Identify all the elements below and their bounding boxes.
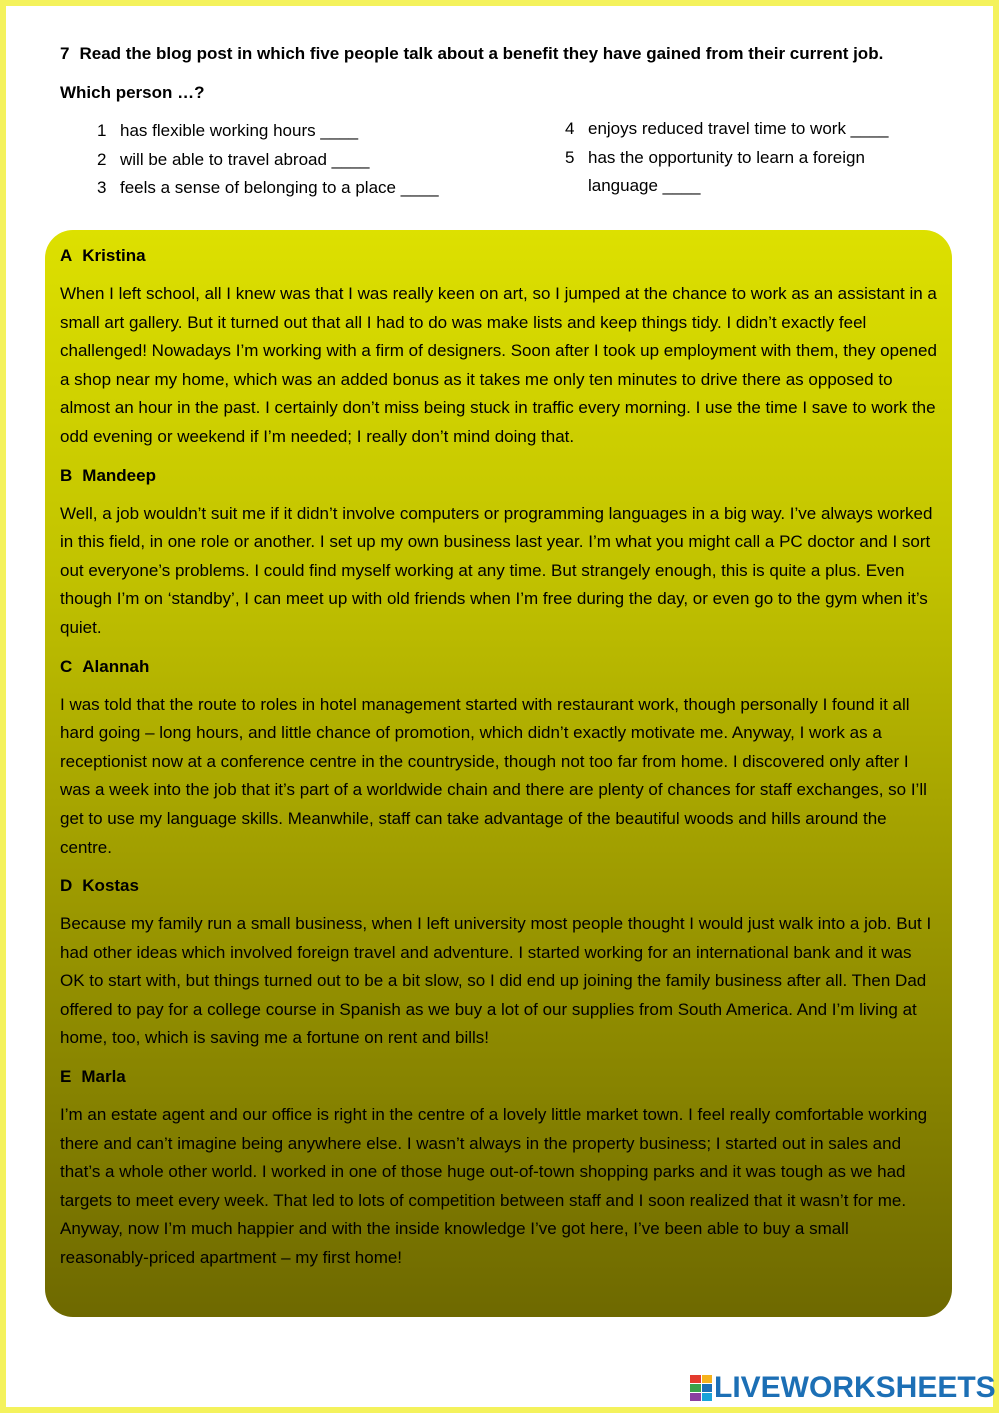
person-letter: A	[60, 246, 73, 265]
logo-text: LIVEWORKSHEETS	[714, 1371, 996, 1404]
person-text: When I left school, all I knew was that I was really keen on art, so I jumped at the chance to work as an assistant in a small art gallery. But it turned out that all I had to do was make lists and keep things tidy. I didn’t exactly feel challenged! Nowadays I’m working with a firm of designers. Soon after I took up employment with them, they opened a shop near my home, which was an added bonus as it takes me only ten minutes to drive there as opposed to almost an hour in the past. I certainly don’t miss being stuck in traffic every morning. I use the time I save to work the odd evening or weekend if I’m needed; I really don’t mind doing that.	[60, 284, 937, 446]
person-section-e	[60, 1063, 937, 1273]
person-heading	[60, 1063, 937, 1091]
question-item	[97, 117, 439, 146]
person-name: Mandeep	[82, 465, 156, 485]
question-number: 1	[97, 121, 107, 140]
person-name: Marla	[81, 1067, 126, 1087]
person-name: Alannah	[82, 656, 150, 676]
question-item	[97, 174, 439, 203]
questions-right-column	[565, 115, 945, 201]
person-section-c	[60, 653, 937, 863]
exercise-number: 7	[60, 44, 70, 63]
person-text: Because my family run a small business, when I left university most people thought I would just walk into a job. But I had other ideas which involved foreign travel and adventure. I started working for an international bank and it was OK to start with, but things turned out to be a bit slow, so I did end up joining the family business after all. Then Dad offered to pay for a college course in Spanish as we buy a lot of our supplies from South America. And I’m living at home, too, which is saving me a fortune on rent and bills!	[60, 914, 932, 1048]
person-section-b	[60, 462, 937, 643]
blog-post-panel	[45, 230, 952, 1317]
exercise-heading	[60, 44, 883, 64]
person-letter: B	[60, 465, 73, 485]
person-letter: D	[60, 876, 73, 896]
question-item	[97, 146, 439, 175]
person-heading	[60, 242, 937, 270]
person-name: Kostas	[82, 876, 139, 896]
person-text: Well, a job wouldn’t suit me if it didn’t involve computers or programming languages in a big way. I’ve always worked in this field, in one role or another. I set up my own business last year. I’m what you might call a PC doctor and I sort out everyone’s problems. I could find myself working at any time. But strangely enough, this is quite a plus. Even though I’m on ‘standby’, I can meet up with old friends when I’m free during the day, or even go to the gym when it’s quiet.	[60, 503, 933, 637]
exercise-instruction: Read the blog post in which five people talk about a benefit they have gained from their current job.	[79, 44, 884, 63]
person-section-d	[60, 872, 937, 1053]
liveworksheets-logo[interactable]	[690, 1370, 996, 1406]
person-name: Kristina	[82, 246, 146, 265]
person-section-a	[60, 242, 937, 452]
question-text: has flexible working hours ____	[120, 121, 359, 140]
question-text: has the opportunity to learn a foreign language ____	[588, 147, 865, 195]
person-heading	[60, 872, 937, 900]
questions-left-column	[97, 117, 439, 203]
question-number: 2	[97, 149, 107, 169]
person-heading	[60, 462, 937, 490]
person-text: I’m an estate agent and our office is right in the centre of a lovely little market town. I feel really comfortable working there and can’t imagine being anywhere else. I wasn’t always in the property business; I started out in sales and that’s a whole other world. I worked in one of those huge out-of-town shopping parks and it was tough as we had targets to meet every week. That led to lots of competition between staff and I soon realized that it wasn’t for me. Anyway, now I’m much happier and with the inside knowledge I’ve got here, I’ve been able to buy a small reasonably-priced apartment – my first home!	[60, 1105, 928, 1268]
question-item	[565, 144, 945, 201]
exercise-prompt: Which person …?	[60, 83, 205, 102]
person-letter: E	[60, 1067, 72, 1087]
question-item	[565, 115, 945, 144]
question-number: 4	[565, 119, 575, 138]
question-text: feels a sense of belonging to a place ____	[120, 178, 439, 197]
question-number: 5	[565, 147, 575, 167]
question-text: enjoys reduced travel time to work ____	[588, 119, 889, 138]
person-heading	[60, 653, 937, 681]
person-letter: C	[60, 656, 73, 676]
liveworksheets-logo-icon	[690, 1375, 712, 1401]
question-number: 3	[97, 178, 107, 197]
person-text: I was told that the route to roles in hotel management started with restaurant work, though personally I found it all hard going – long hours, and little chance of promotion, which didn’t exactly motivate me. Anyway, I work as a receptionist now at a conference centre in the countryside, though not too far from home. I discovered only after I was a week into the job that it’s part of a worldwide chain and there are plenty of chances for staff exchanges, so I’ll get to use my language skills. Meanwhile, staff can take advantage of the beautiful woods and hills around the centre.	[60, 694, 927, 857]
question-text: will be able to travel abroad ____	[120, 149, 370, 169]
